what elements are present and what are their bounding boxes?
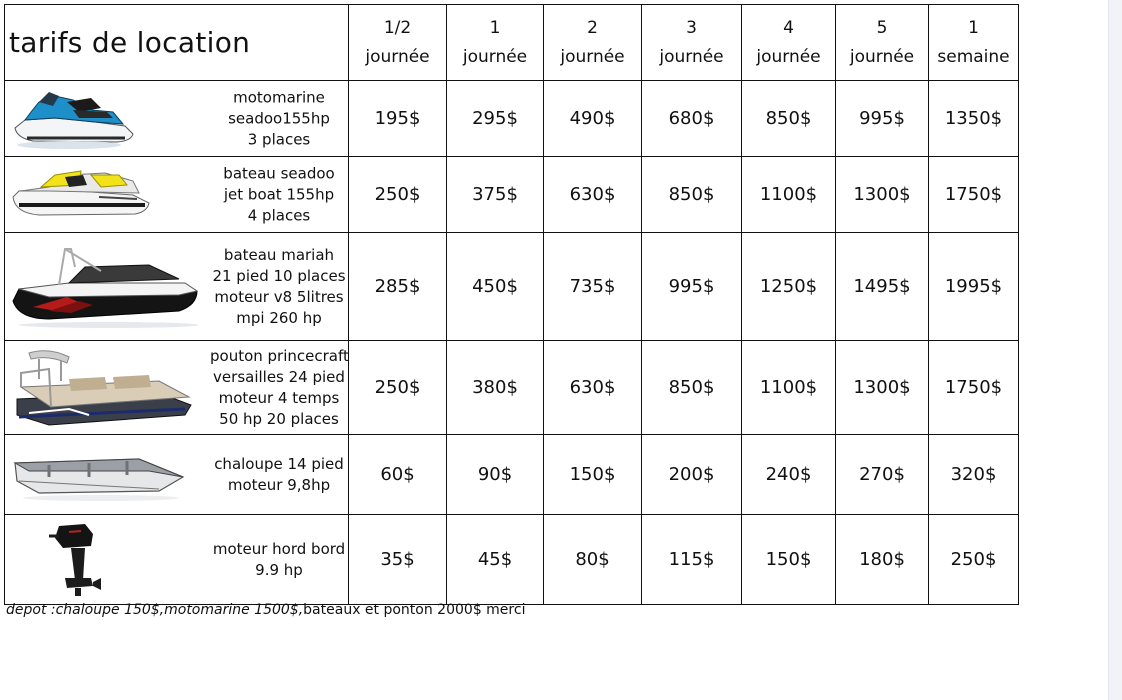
table-row <box>5 157 1019 233</box>
price-cell: 680$ <box>642 81 742 157</box>
price-cell: 995$ <box>836 81 929 157</box>
price-cell: 1100$ <box>742 157 836 233</box>
price-cell: 200$ <box>642 435 742 515</box>
price-cell: 1100$ <box>742 341 836 435</box>
jet-boat-icon <box>9 167 151 223</box>
vehicle-label: chaloupe 14 pied moteur 9,8hp <box>214 454 344 494</box>
price-cell: 150$ <box>742 515 836 605</box>
price-cell: 1300$ <box>836 157 929 233</box>
price-cell: 195$ <box>349 81 447 157</box>
price-cell: 380$ <box>447 341 544 435</box>
pontoon-icon <box>9 343 193 433</box>
vehicle-label: bateau mariah 21 pied 10 places moteur v8 5litres mpi 260 hp <box>212 245 346 327</box>
header-row <box>5 5 1019 81</box>
jet-ski-icon <box>9 88 135 150</box>
price-cell: 45$ <box>447 515 544 605</box>
price-cell: 250$ <box>349 341 447 435</box>
col-1-week: 1 semaine <box>929 5 1019 81</box>
price-cell: 375$ <box>447 157 544 233</box>
price-cell: 630$ <box>544 341 642 435</box>
vehicle-cell <box>5 157 349 233</box>
price-cell: 35$ <box>349 515 447 605</box>
col-5-days: 5 journée <box>836 5 929 81</box>
price-cell: 80$ <box>544 515 642 605</box>
price-cell: 180$ <box>836 515 929 605</box>
price-cell: 630$ <box>544 157 642 233</box>
table-row <box>5 233 1019 341</box>
speedboat-icon <box>9 245 201 329</box>
vehicle-label: bateau seadoo jet boat 155hp 4 places <box>223 164 335 224</box>
price-cell: 115$ <box>642 515 742 605</box>
col-2-days: 2 journée <box>544 5 642 81</box>
price-cell: 250$ <box>349 157 447 233</box>
price-cell: 295$ <box>447 81 544 157</box>
deposit-note-rest: bateaux et ponton 2000$ merci <box>303 602 526 618</box>
deposit-note <box>6 602 525 618</box>
vehicle-cell <box>5 435 349 515</box>
rental-rates-table <box>4 4 1019 605</box>
price-cell: 450$ <box>447 233 544 341</box>
page-title: tarifs de location <box>5 5 349 81</box>
price-cell: 735$ <box>544 233 642 341</box>
vehicle-cell <box>5 81 349 157</box>
table-row <box>5 81 1019 157</box>
price-cell: 1300$ <box>836 341 929 435</box>
vehicle-label: moteur hord bord 9.9 hp <box>212 539 346 579</box>
price-cell: 270$ <box>836 435 929 515</box>
price-cell: 490$ <box>544 81 642 157</box>
vehicle-cell <box>5 233 349 341</box>
price-cell: 1750$ <box>929 341 1019 435</box>
price-cell: 1350$ <box>929 81 1019 157</box>
table-row <box>5 341 1019 435</box>
price-cell: 850$ <box>742 81 836 157</box>
vehicle-label: pouton princecraft versailles 24 pied moteur 4 temps 50 hp 20 places <box>210 346 349 428</box>
price-cell: 850$ <box>642 157 742 233</box>
price-cell: 240$ <box>742 435 836 515</box>
col-3-days: 3 journée <box>642 5 742 81</box>
scrollbar-track[interactable] <box>1108 0 1122 700</box>
col-4-days: 4 journée <box>742 5 836 81</box>
price-cell: 1495$ <box>836 233 929 341</box>
price-cell: 250$ <box>929 515 1019 605</box>
rowboat-icon <box>9 447 185 503</box>
price-cell: 60$ <box>349 435 447 515</box>
price-cell: 1995$ <box>929 233 1019 341</box>
outboard-motor-icon <box>45 522 105 598</box>
table-row <box>5 435 1019 515</box>
price-cell: 1750$ <box>929 157 1019 233</box>
price-cell: 850$ <box>642 341 742 435</box>
vehicle-cell <box>5 341 349 435</box>
price-cell: 150$ <box>544 435 642 515</box>
deposit-note-italic: depot :chaloupe 150$,motomarine 1500$, <box>6 602 304 618</box>
price-cell: 90$ <box>447 435 544 515</box>
price-cell: 1250$ <box>742 233 836 341</box>
price-cell: 320$ <box>929 435 1019 515</box>
col-1-day: 1 journée <box>447 5 544 81</box>
vehicle-label: motomarine seadoo155hp 3 places <box>228 88 330 148</box>
table-row <box>5 515 1019 605</box>
col-half-day: 1/2 journée <box>349 5 447 81</box>
price-cell: 995$ <box>642 233 742 341</box>
price-cell: 285$ <box>349 233 447 341</box>
vehicle-cell <box>5 515 349 605</box>
